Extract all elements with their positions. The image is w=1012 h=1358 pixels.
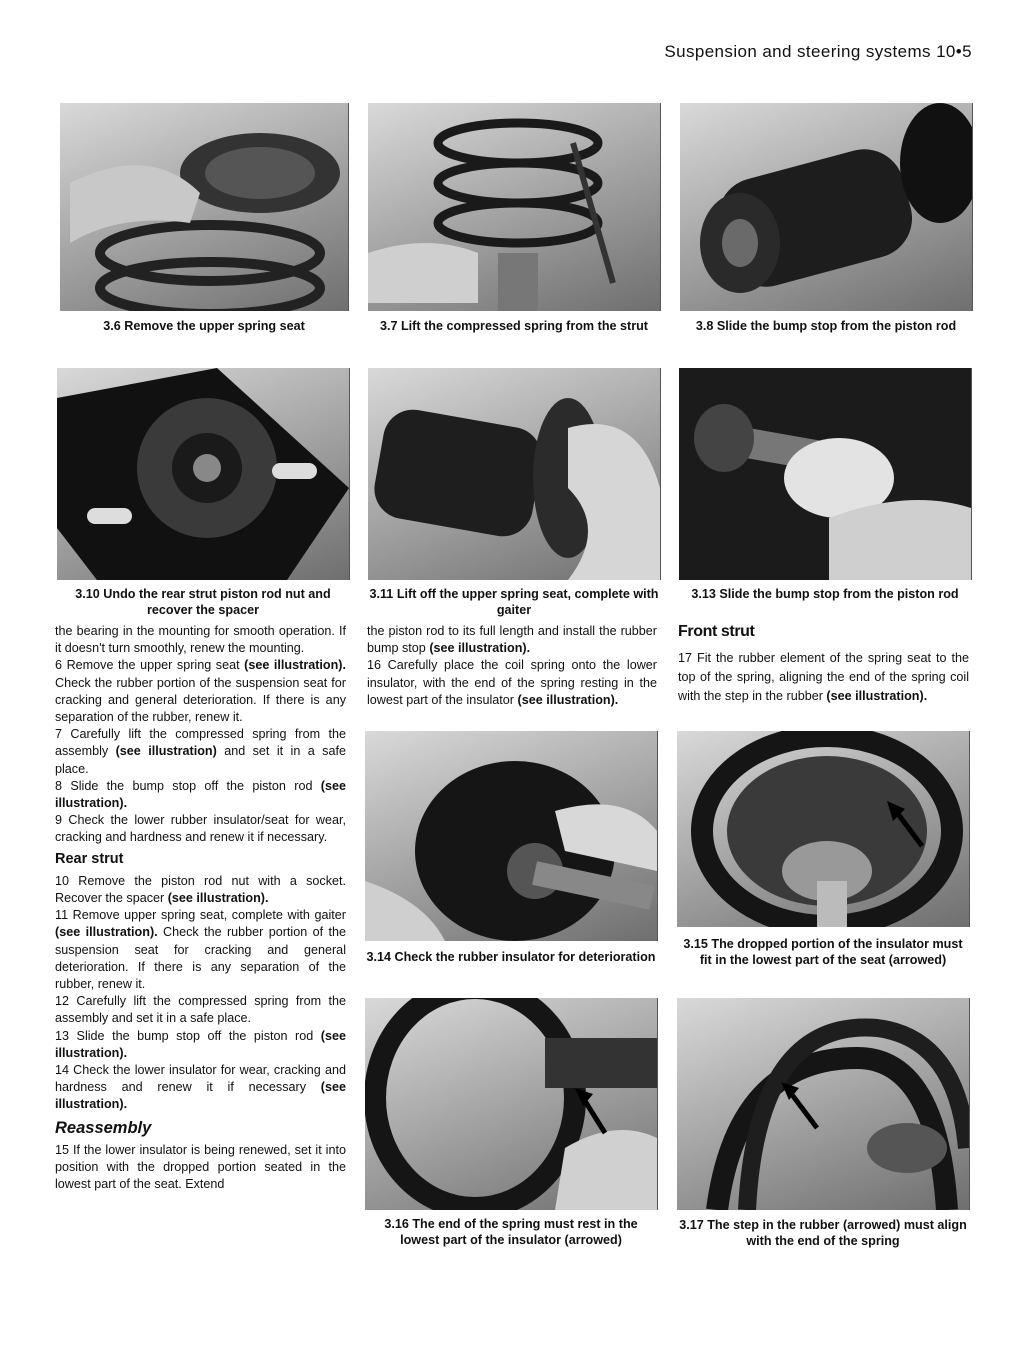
caption-3-13: 3.13 Slide the bump stop from the piston rod — [691, 587, 959, 601]
caption-3-16: 3.16 The end of the spring must rest in the lowest part of the insulator (arrowed) — [384, 1217, 638, 1247]
right-text-column — [678, 622, 969, 706]
photo-3-17 — [677, 998, 970, 1210]
heading-front-strut: Front strut — [678, 623, 755, 640]
paragraph-step-12: 12 Carefully lift the compressed spring from the assembly and set it in a safe place. — [55, 994, 346, 1026]
paragraph-step-11: 11 Remove upper spring seat, complete with gaiter (see illustration). Check the rubber portion of the suspension seat for cracking and general deterioration. If there is any separation of the rubber, renew it. — [55, 908, 346, 992]
paragraph: the bearing in the mounting for smooth operation. If it doesn't turn smoothly, renew the mounting. — [55, 624, 346, 656]
photo-3-8 — [680, 103, 973, 311]
left-text-column — [55, 623, 346, 1194]
paragraph-step-17: 17 Fit the rubber element of the spring seat to the top of the spring, aligning the end of the spring coil with the step in the rubber (see illustration). — [678, 651, 969, 703]
caption-3-17: 3.17 The step in the rubber (arrowed) must align with the end of the spring — [679, 1218, 967, 1248]
photo-3-11 — [368, 368, 661, 580]
photo-3-14 — [365, 731, 658, 941]
photo-3-13 — [679, 368, 972, 580]
photo-3-10 — [57, 368, 350, 580]
paragraph-step-13: 13 Slide the bump stop off the piston rod (see illustration). — [55, 1028, 346, 1060]
photo-3-15 — [677, 731, 970, 927]
caption-3-14: 3.14 Check the rubber insulator for deterioration — [366, 950, 656, 964]
caption-3-8: 3.8 Slide the bump stop from the piston rod — [695, 319, 957, 333]
paragraph-step-15: 15 If the lower insulator is being renewed, set it into position with the dropped portion seated in the lowest part of the seat. Extend — [55, 1142, 346, 1192]
paragraph-step-7: 7 Carefully lift the compressed spring from the assembly (see illustration) and set it in a safe place. — [55, 727, 346, 776]
paragraph-step-9: 9 Check the lower rubber insulator/seat for wear, cracking and hardness and renew it if necessary. — [55, 813, 346, 845]
caption-3-10: 3.10 Undo the rear strut piston rod nut and recover the spacer — [75, 587, 331, 617]
caption-3-7: 3.7 Lift the compressed spring from the strut — [379, 319, 648, 333]
photo-3-6 — [60, 103, 349, 311]
caption-3-6: 3.6 Remove the upper spring seat — [103, 319, 305, 333]
photo-3-16 — [365, 998, 658, 1210]
heading-rear-strut: Rear strut — [55, 850, 124, 867]
paragraph-step-6: 6 Remove the upper spring seat (see illustration). Check the rubber portion of the suspension seat for cracking and general deterioration. If there is any separation of the rubber, renew it. — [55, 658, 346, 725]
paragraph-step-10: 10 Remove the piston rod nut with a socket. Recover the spacer (see illustration). — [55, 873, 346, 906]
page-header: Suspension and steering systems 10•5 — [664, 42, 972, 61]
heading-reassembly: Reassembly — [55, 1118, 152, 1137]
paragraph-step-14: 14 Check the lower insulator for wear, cracking and hardness and renew it if necessary (see illustration). — [55, 1063, 346, 1112]
paragraph-step-8: 8 Slide the bump stop off the piston rod (see illustration). — [55, 778, 346, 811]
photo-3-7 — [368, 103, 661, 311]
paragraph: the piston rod to its full length and install the rubber bump stop (see illustration). — [367, 624, 657, 656]
paragraph-step-16: 16 Carefully place the coil spring onto the lower insulator, with the end of the spring resting in the lowest part of the insulator (see illustration). — [367, 658, 657, 707]
caption-3-15: 3.15 The dropped portion of the insulator must fit in the lowest part of the seat (arrowed) — [683, 937, 963, 967]
caption-3-11: 3.11 Lift off the upper spring seat, complete with gaiter — [369, 587, 659, 617]
middle-text-column — [367, 623, 657, 709]
